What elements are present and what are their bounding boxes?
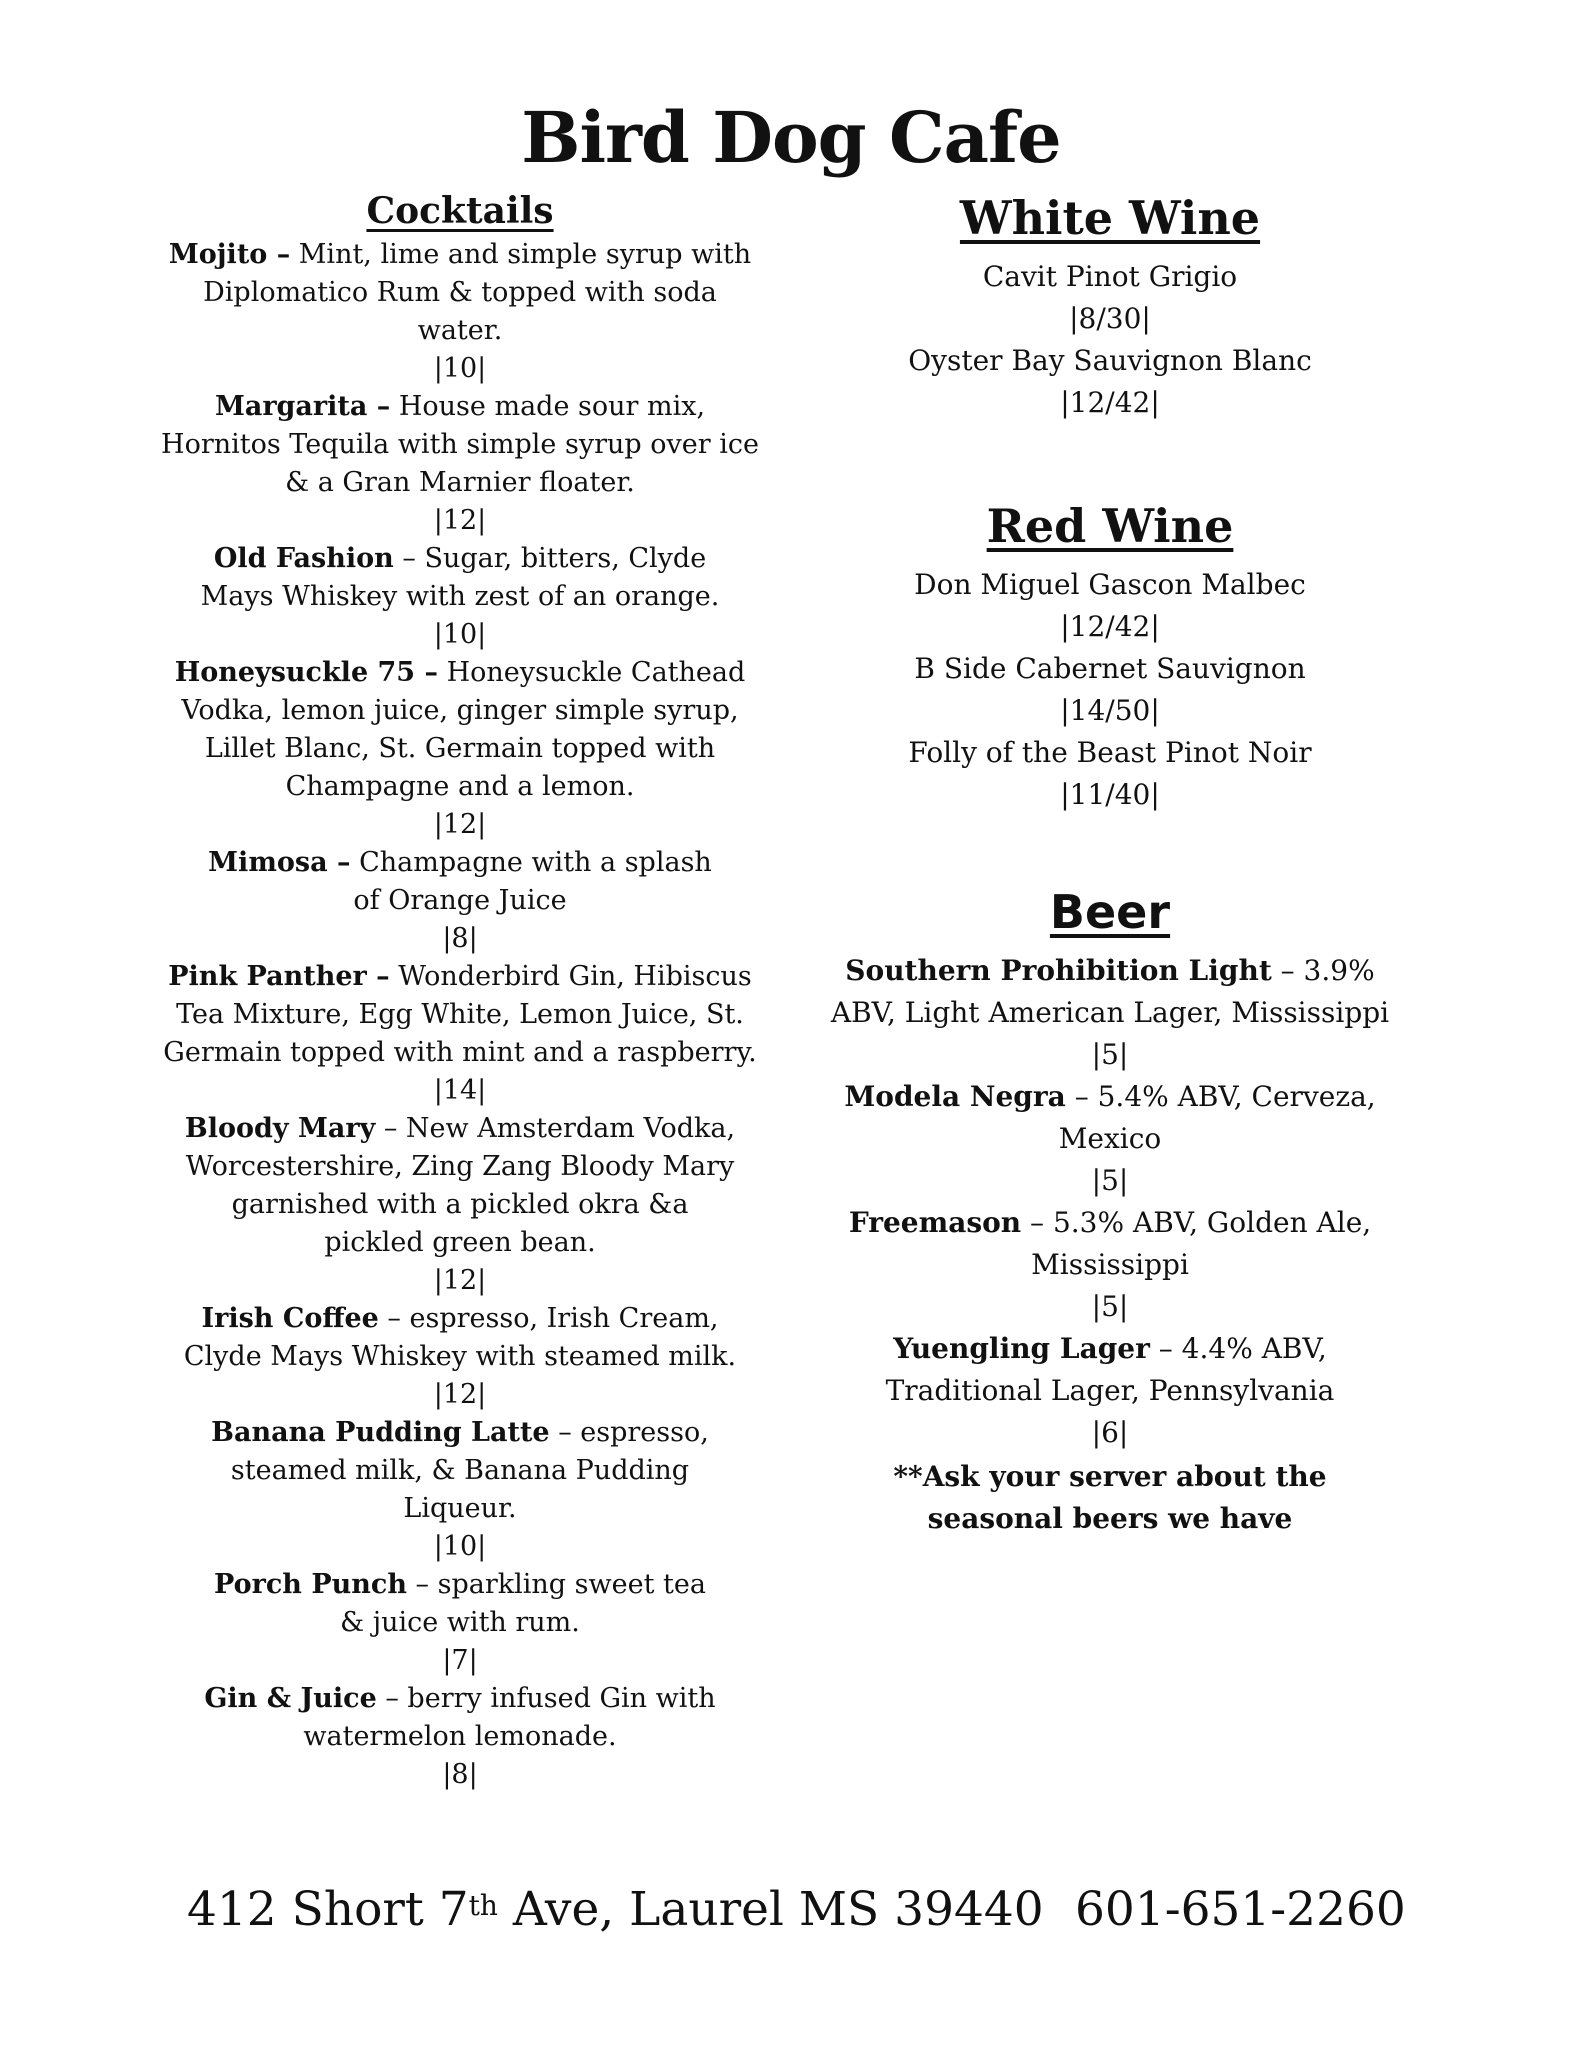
item-name: Irish Coffee [201,1303,379,1334]
item-price: |7| [442,1645,478,1676]
wine-name: Folly of the Beast Pinot Noir [908,736,1312,769]
item-description: – Sugar, bitters, Clyde Mays Whiskey with zest of an orange. [200,543,720,612]
wine-price: |12/42| [1060,386,1160,419]
cocktails-heading: Cocktails [366,190,554,232]
item-name: Southern Prohibition Light [845,954,1272,987]
cocktails-section [160,188,760,1794]
wine-name: Oyster Bay Sauvignon Blanc [908,344,1312,377]
item-name: Mojito – [168,239,291,270]
wine-price: |11/40| [1060,778,1160,811]
item-name: Old Fashion [213,543,394,574]
item-price: |10| [433,619,487,650]
menu-item-old-fashion [160,540,760,616]
phone-number: 601-651-2260 [1075,1882,1406,1937]
item-description: Mint, lime and simple syrup with Diplomatico Rum & topped with soda water. [203,239,752,346]
item-description: – 4.4% ABV, Traditional Lager, Pennsylvania [885,1332,1335,1407]
item-description: – berry infused Gin with watermelon lemonade. [303,1683,716,1752]
item-description: – 3.9% ABV, Light American Lager, Mississippi [830,954,1390,1029]
item-description: – espresso, steamed milk, & Banana Pudding Liqueur. [230,1417,709,1524]
menu-item-mimosa [160,844,760,920]
item-price: |10| [433,1531,487,1562]
item-price: |5| [1091,1164,1129,1197]
menu-item-margarita [160,388,760,502]
menu-item-gin-and-juice [160,1680,760,1756]
item-price: |12| [433,505,487,536]
item-description: Champagne with a splash of Orange Juice [350,847,712,916]
wine-name: B Side Cabernet Sauvignon [914,652,1306,685]
address-part: 412 Short 7 [187,1882,469,1937]
red-wine-heading: Red Wine [986,499,1234,553]
item-name: Bloody Mary [184,1113,376,1144]
item-price: |14| [433,1075,487,1106]
menu-item-pink-panther [160,958,760,1072]
wine-price: |8/30| [1069,302,1151,335]
beer-item-modela-negra [830,1076,1390,1160]
item-description: – 5.3% ABV, Golden Ale, Mississippi [1021,1206,1372,1281]
address [187,1880,1044,1940]
drinks-right-column [830,188,1390,1540]
item-description: – sparkling sweet tea & juice with rum. [340,1569,706,1638]
beer-item-yuengling [830,1328,1390,1412]
wine-price: |12/42| [1060,610,1160,643]
item-name: Honeysuckle 75 – [174,657,438,688]
item-price: |12| [433,1379,487,1410]
item-price: |5| [1091,1038,1129,1071]
item-price: |5| [1091,1290,1129,1323]
item-name: Freemason [848,1206,1022,1239]
wine-price: |14/50| [1060,694,1160,727]
item-name: Margarita – [214,391,391,422]
address-part: Ave, Laurel MS 39440 [497,1882,1044,1937]
item-description: – espresso, Irish Cream, Clyde Mays Whiskey with steamed milk. [183,1303,737,1372]
menu-item-bloody-mary [160,1110,760,1262]
menu-item-mojito [160,236,760,350]
item-description: Honeysuckle Cathead Vodka, lemon juice, ginger simple syrup, Lillet Blanc, St. Germain topped with Champagne and a lemon. [181,657,746,802]
menu-item-honeysuckle-75 [160,654,760,806]
white-wine-heading: White Wine [959,191,1261,245]
item-name: Mimosa – [208,847,351,878]
item-description: – 5.4% ABV, Cerveza, Mexico [1058,1080,1376,1155]
item-name: Modela Negra [844,1080,1066,1113]
item-name: Pink Panther – [168,961,390,992]
beer-heading: Beer [1049,885,1171,939]
beer-item-freemason [830,1202,1390,1286]
menu-item-banana-pudding-latte [160,1414,760,1528]
item-price: |6| [1091,1416,1129,1449]
menu-item-irish-coffee [160,1300,760,1376]
beer-item-southern-prohibition [830,950,1390,1034]
item-description: House made sour mix, Hornitos Tequila with simple syrup over ice & a Gran Marnier floater. [161,391,759,498]
item-description: Wonderbird Gin, Hibiscus Tea Mixture, Egg White, Lemon Juice, St. Germain topped with mint and a raspberry. [163,961,757,1068]
item-price: |12| [433,809,487,840]
seasonal-beer-note: **Ask your server about the seasonal beers we have [893,1460,1327,1535]
item-name: Porch Punch [214,1569,407,1600]
item-price: |8| [442,1759,478,1790]
item-price: |8| [442,923,478,954]
item-name: Yuengling Lager [893,1332,1150,1365]
item-description: – New Amsterdam Vodka, Worcestershire, Zing Zang Bloody Mary garnished with a pickled okra &a pickled green bean. [185,1113,736,1258]
wine-name: Cavit Pinot Grigio [982,260,1238,293]
menu-item-porch-punch [160,1566,760,1642]
item-name: Banana Pudding Latte [211,1417,550,1448]
item-name: Gin & Juice [204,1683,377,1714]
page-title: Bird Dog Cafe [521,96,1061,179]
item-price: |10| [433,353,487,384]
wine-name: Don Miguel Gascon Malbec [914,568,1306,601]
item-price: |12| [433,1265,487,1296]
address-ordinal: th [468,1889,498,1922]
